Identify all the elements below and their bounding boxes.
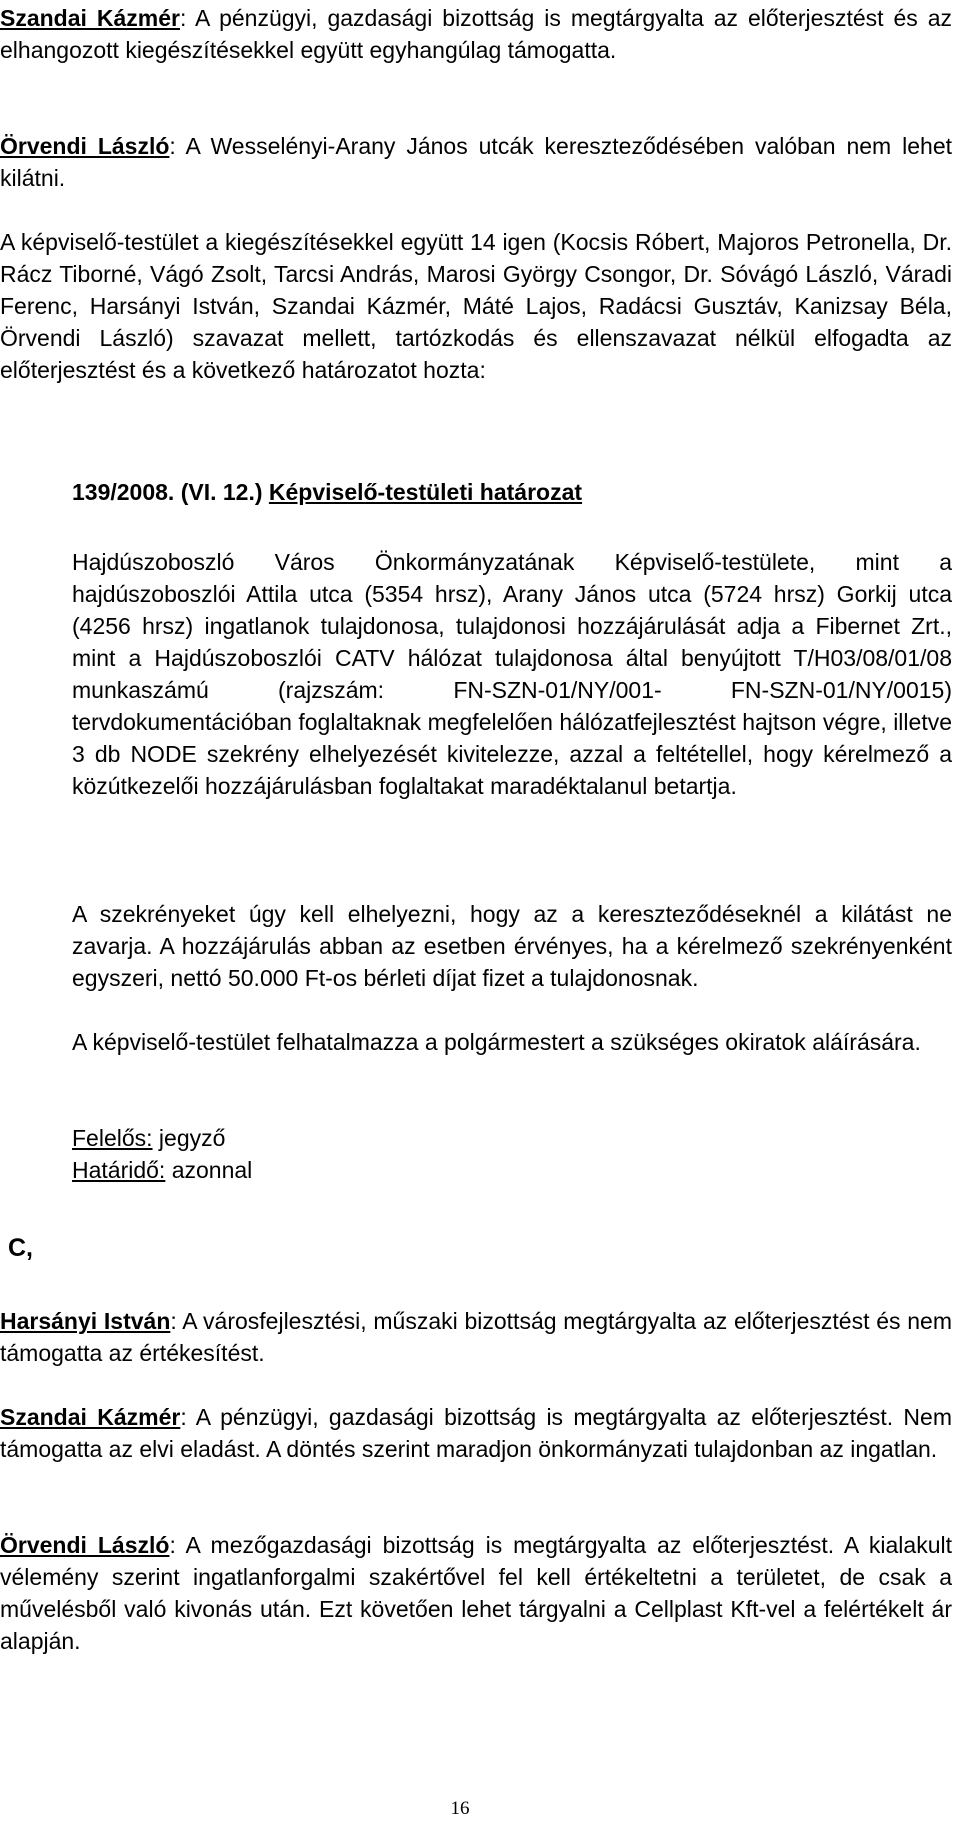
paragraph-text: : A pénzügyi, gazdasági bizottság is megtárgyalta az előterjesztést. Nem támogatta az elvi eladást. A döntés szerint maradjon önkormányzati tulajdonban az ingatlan.	[0, 1404, 952, 1462]
paragraph-orvendi-2	[0, 1529, 952, 1657]
resolution-heading	[72, 476, 582, 508]
page-number: 16	[450, 1798, 470, 1819]
resolution-body-1	[72, 546, 952, 802]
resolution-number: 139/2008. (VI. 12.)	[72, 479, 263, 505]
deadline-label: Határidő:	[72, 1157, 166, 1183]
paragraph-harsanyi	[0, 1305, 952, 1369]
paragraph-text: Hajdúszoboszló Város Önkormányzatának Képviselő-testülete, mint a hajdúszoboszlói Attila utca (5354 hrsz), Arany János utca (5724 hrsz) Gorkij utca (4256 hrsz) ingatlanok tulajdonosa, tulajdonosi hozzájárulását adja a Fibernet Zrt., mint a Hajdúszoboszlói CATV hálózat tulajdonosa által benyújtott T/H03/08/01/08 munkaszámú (rajzszám: FN-SZN-01/NY/001- FN-SZN-01/NY/0015) tervdokumentációban foglaltaknak megfelelően hálózatfejlesztést hajtson végre, illetve 3 db NODE szekrény elhelyezését kivitelezze, azzal a feltétellel, hogy kérelmező a közútkezelői hozzájárulásban foglaltakat maradéktalanul betartja.	[72, 549, 952, 799]
resolution-body-3	[72, 1026, 952, 1058]
paragraph-text: A szekrényeket úgy kell elhelyezni, hogy az a kereszteződéseknél a kilátást ne zavarja. A hozzájárulás abban az esetben érvényes, ha a kérelmező szekrényenként egyszeri, nettó 50.000 Ft-os bérleti díjat fizet a tulajdonosnak.	[72, 901, 952, 991]
responsible-line	[72, 1122, 225, 1154]
deadline-line	[72, 1154, 252, 1186]
responsible-label: Felelős:	[72, 1125, 153, 1151]
speaker-name: Szandai Kázmér	[0, 1404, 181, 1430]
section-marker: C,	[8, 1234, 33, 1262]
paragraph-szandai-1	[0, 2, 952, 66]
speaker-name: Szandai Kázmér	[0, 5, 180, 31]
paragraph-szandai-2	[0, 1401, 952, 1465]
paragraph-text: A képviselő-testület a kiegészítésekkel együtt 14 igen (Kocsis Róbert, Majoros Petronella, Dr. Rácz Tiborné, Vágó Zsolt, Tarcsi András, Marosi György Csongor, Dr. Sóvágó László, Váradi Ferenc, Harsányi István, Szandai Kázmér, Máté Lajos, Radácsi Gusztáv, Kanizsay Béla, Örvendi László) szavazat mellett, tartózkodás és ellenszavazat nélkül elfogadta az előterjesztést és a következő határozatot hozta:	[0, 229, 952, 383]
speaker-name: Örvendi László	[0, 1532, 170, 1558]
paragraph-text: : A pénzügyi, gazdasági bizottság is megtárgyalta az előterjesztést és az elhangozott kiegészítésekkel együtt egyhangúlag támogatta.	[0, 5, 952, 63]
paragraph-orvendi-1	[0, 130, 952, 194]
speaker-name: Harsányi István	[0, 1308, 171, 1334]
deadline-value: azonnal	[165, 1157, 253, 1183]
paragraph-text: : A mezőgazdasági bizottság is megtárgyalta az előterjesztést. A kialakult vélemény szerint ingatlanforgalmi szakértővel fel kell értékeltetni a területet, de csak a művelésből való kivonás után. Ezt követően lehet tárgyalni a Cellplast Kft-vel a felértékelt ár alapján.	[0, 1532, 953, 1654]
responsible-value: jegyző	[152, 1125, 226, 1151]
resolution-title: Képviselő-testületi határozat	[268, 479, 583, 505]
paragraph-text: A képviselő-testület felhatalmazza a polgármestert a szükséges okiratok aláírására.	[72, 1029, 921, 1055]
paragraph-text: : A városfejlesztési, műszaki bizottság megtárgyalta az előterjesztést és nem támogatta az értékesítést.	[0, 1308, 952, 1366]
resolution-body-2	[72, 898, 952, 994]
paragraph-vote-result	[0, 226, 952, 386]
speaker-name: Örvendi László	[0, 133, 170, 159]
paragraph-text: : A Wesselényi-Arany János utcák kereszteződésében valóban nem lehet kilátni.	[0, 133, 953, 191]
